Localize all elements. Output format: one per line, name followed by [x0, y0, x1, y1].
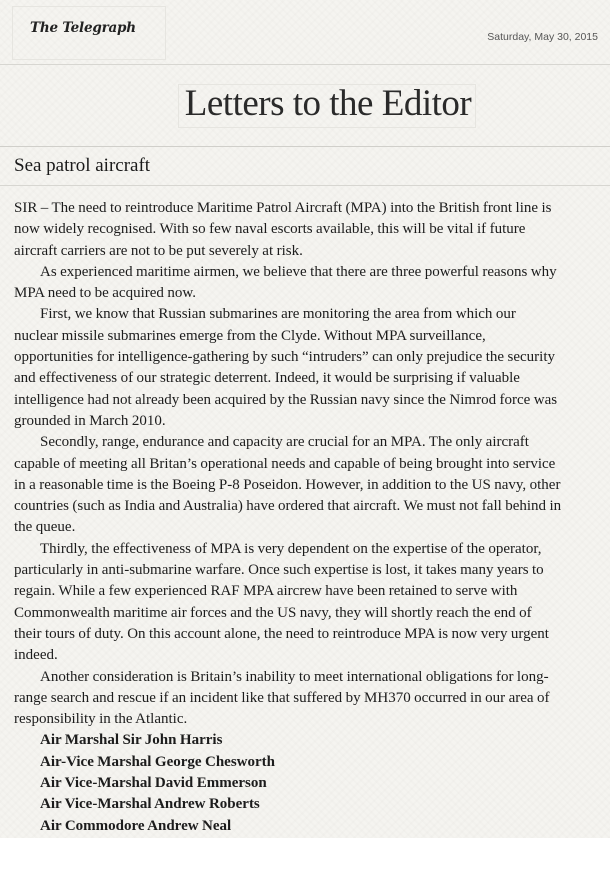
section-title: Letters to the Editor [184, 83, 472, 124]
telegraph-logo: The Telegraph [30, 20, 136, 36]
signatory: Air Vice-Marshal David Emmerson [40, 775, 267, 792]
signatory: Air Commodore Andrew Neal [40, 817, 232, 834]
letter-paragraph: SIR – The need to reintroduce Maritime Patrol Aircraft (MPA) into the British front line is now widely recognised. With so few naval escorts available, this will be vital if future aircraft carriers are not to be put severely at risk. [14, 200, 552, 259]
signatory: Air-Vice Marshal George Chesworth [40, 753, 276, 770]
letter-headline: Sea patrol aircraft [14, 155, 151, 176]
signatory: Air Vice-Marshal Andrew Roberts [40, 796, 260, 813]
divider [0, 185, 610, 186]
divider [0, 146, 610, 147]
letter-paragraph: First, we know that Russian submarines are monitoring the area from which our nuclear missile submarines emerge from the Clyde. Without MPA surveillance, opportunities for intelligence-gathering by such “intruders” can only prejudice the security and effectiveness of our strategic deterrent. Indeed, it would be surprising if valuable intelligence had not already been acquired by the Russian navy since the Nimrod force was grounded in March 2010. [14, 306, 558, 429]
letter-paragraph: As experienced maritime airmen, we believe that there are three powerful reasons why MPA need to be acquired now. [14, 263, 557, 302]
letter-paragraph: Another consideration is Britain’s inability to meet international obligations for long-range search and rescue if an incident like that suffered by MH370 occurred in our area of responsibility in the Atlantic. [14, 668, 550, 728]
letter-body [14, 198, 562, 837]
signatory: Air Marshal Sir John Harris [40, 732, 223, 749]
letter-paragraph: Thirdly, the effectiveness of MPA is very dependent on the expertise of the operator, particularly in anti-submarine warfare. Once such expertise is lost, it takes many years to regain. While a few experienced RAF MPA aircrew have been retained to serve with Commonwealth maritime air forces and the US navy, they will shortly reach the end of their tours of duty. On this account alone, the need to reintroduce MPA is now very urgent indeed. [14, 540, 549, 664]
letter-paragraph: Secondly, range, endurance and capacity are crucial for an MPA. The only aircraft capable of meeting all Britan’s operational needs and capable of being brought into service in a reasonable time is the Boeing P-8 Poseidon. However, in addition to the US navy, other countries (such as India and Australia) have ordered that aircraft. We must not fall behind in the queue. [14, 434, 562, 536]
divider [0, 64, 610, 65]
publication-date: Saturday, May 30, 2015 [487, 31, 598, 43]
signatories [14, 730, 562, 836]
